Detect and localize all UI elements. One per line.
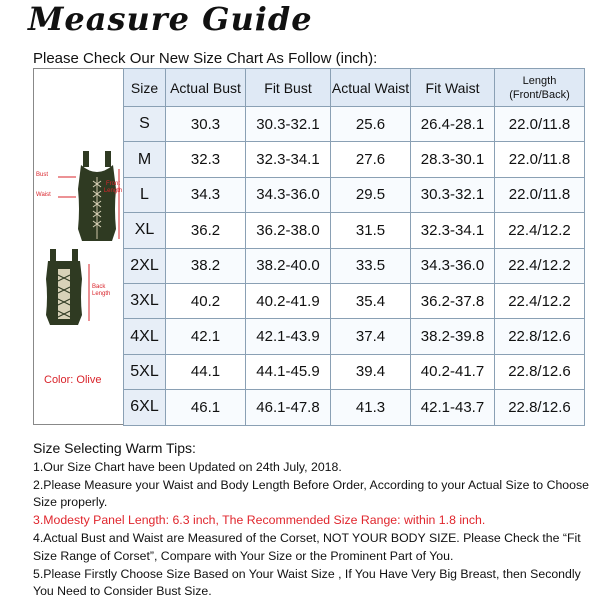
table-cell: 34.3-36.0 [411,248,495,283]
size-cell: S [124,107,166,142]
header-fit-waist: Fit Waist [411,69,495,107]
table-row [124,177,585,212]
table-cell: 42.1-43.9 [246,319,331,354]
table-cell: 39.4 [331,354,411,389]
corset-back-image [46,249,82,325]
tips-title: Size Selecting Warm Tips: [33,440,196,456]
table-cell: 36.2 [166,213,246,248]
table-row [124,213,585,248]
header-actual-waist: Actual Waist [331,69,411,107]
header-size: Size [124,69,166,107]
size-cell: XL [124,213,166,248]
table-cell: 40.2-41.7 [411,354,495,389]
front-length-label: Front Length [103,181,123,194]
header-length [495,69,585,107]
color-label: Color: Olive [44,374,102,386]
size-cell: 2XL [124,248,166,283]
table-cell: 40.2-41.9 [246,283,331,318]
table-cell: 27.6 [331,142,411,177]
table-cell: 30.3-32.1 [246,107,331,142]
table-cell: 38.2 [166,248,246,283]
table-cell: 32.3-34.1 [411,213,495,248]
size-cell: L [124,177,166,212]
table-cell: 46.1 [166,390,246,425]
corset-illustration [34,69,124,426]
table-cell: 22.8/12.6 [495,390,585,425]
table-cell: 30.3 [166,107,246,142]
table-cell: 44.1-45.9 [246,354,331,389]
table-cell: 32.3 [166,142,246,177]
table-cell: 22.0/11.8 [495,107,585,142]
table-row [124,354,585,389]
table-cell: 22.8/12.6 [495,319,585,354]
table-cell: 42.1 [166,319,246,354]
header-length-line2: (Front/Back) [509,88,570,101]
table-cell: 30.3-32.1 [411,177,495,212]
size-tips [33,440,593,601]
chart-subtitle: Please Check Our New Size Chart As Follow (inch): [33,50,378,67]
table-row [124,248,585,283]
table-header-row [124,69,585,107]
table-cell: 37.4 [331,319,411,354]
table-cell: 44.1 [166,354,246,389]
table-cell: 31.5 [331,213,411,248]
header-actual-bust: Actual Bust [166,69,246,107]
tip-1: 1.Our Size Chart have been Updated on 24th July, 2018. [33,459,342,474]
tip-4: 4.Actual Bust and Waist are Measured of the Corset, NOT YOUR BODY SIZE. Please Check the “Fit Size Range of Corset”, Compare with Your Size or the Prominent Part of You. [33,530,581,563]
tip-5: 5.Please Firstly Choose Size Based on Your Waist Size , If You Have Very Big Breast, then Secondly You Need to Consider Bust Size. [33,566,581,599]
size-cell: 4XL [124,319,166,354]
table-cell: 46.1-47.8 [246,390,331,425]
table-row [124,283,585,318]
back-length-label: Back Length [92,284,111,297]
table-cell: 41.3 [331,390,411,425]
header-length-line1: Length [522,74,557,87]
table-cell: 34.3 [166,177,246,212]
table-cell: 34.3-36.0 [246,177,331,212]
table-row [124,319,585,354]
bust-label: Bust [36,172,49,178]
table-cell: 35.4 [331,283,411,318]
table-cell: 25.6 [331,107,411,142]
corset-front-image [78,151,116,241]
table-cell: 36.2-37.8 [411,283,495,318]
size-chart-table [123,68,585,426]
table-cell: 38.2-39.8 [411,319,495,354]
table-cell: 38.2-40.0 [246,248,331,283]
header-fit-bust: Fit Bust [246,69,331,107]
size-cell: 3XL [124,283,166,318]
tip-2: 2.Please Measure your Waist and Body Length Before Order, According to your Actual Size to Choose Size properly. [33,477,589,510]
table-cell: 22.4/12.2 [495,248,585,283]
table-cell: 22.8/12.6 [495,354,585,389]
table-row [124,142,585,177]
table-cell: 40.2 [166,283,246,318]
table-cell: 33.5 [331,248,411,283]
tip-3-modesty-panel: 3.Modesty Panel Length: 6.3 inch, The Recommended Size Range: within 1.8 inch. [33,513,486,528]
table-cell: 22.0/11.8 [495,142,585,177]
table-cell: 32.3-34.1 [246,142,331,177]
table-row [124,107,585,142]
size-cell: M [124,142,166,177]
table-cell: 36.2-38.0 [246,213,331,248]
product-figure-panel [33,68,123,425]
table-cell: 29.5 [331,177,411,212]
page-title: Measure Guide [28,0,313,38]
waist-label: Waist [36,192,51,198]
table-cell: 42.1-43.7 [411,390,495,425]
table-row [124,390,585,425]
table-cell: 22.4/12.2 [495,213,585,248]
size-cell: 6XL [124,390,166,425]
table-cell: 22.4/12.2 [495,283,585,318]
size-cell: 5XL [124,354,166,389]
table-cell: 22.0/11.8 [495,177,585,212]
table-cell: 28.3-30.1 [411,142,495,177]
table-cell: 26.4-28.1 [411,107,495,142]
